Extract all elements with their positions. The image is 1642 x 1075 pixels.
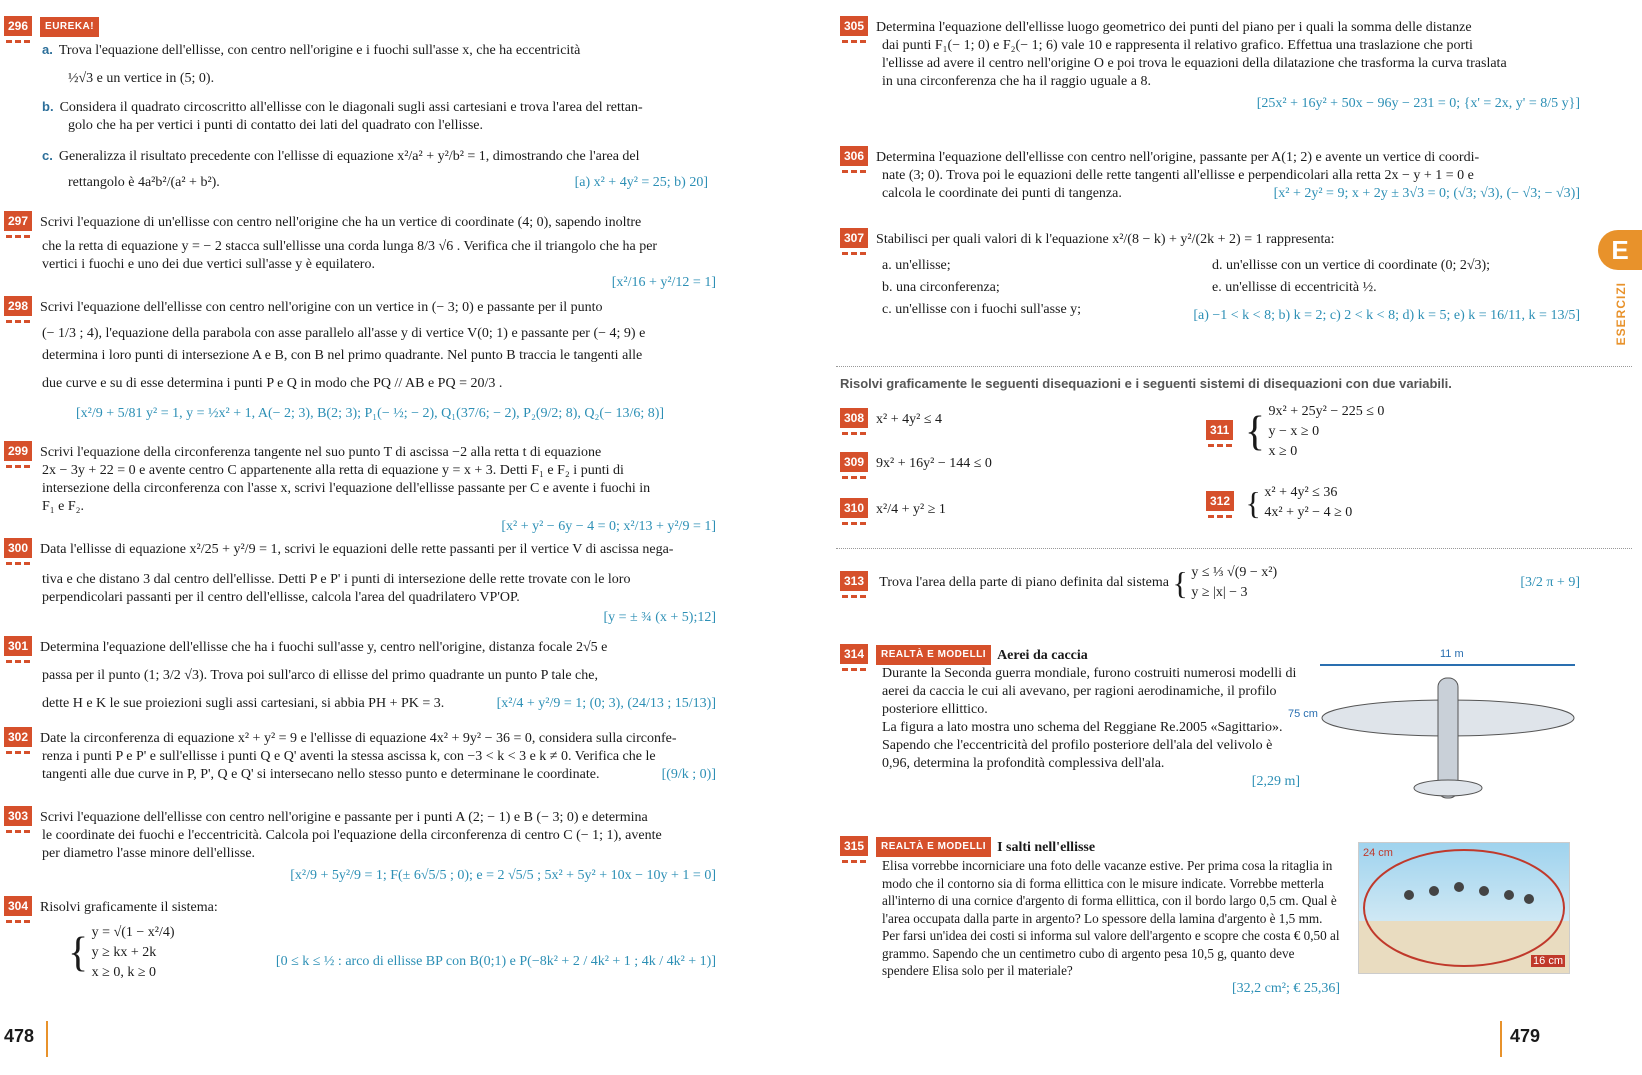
depth-label: 75 cm <box>1288 708 1318 720</box>
page-number: 478 <box>4 1026 35 1046</box>
exercise-297 <box>4 211 716 296</box>
exercise-number: 306 <box>840 146 868 166</box>
exercise-text: dai punti F₁(− 1; 0) e F₂(− 1; 6) vale 10 e rappresenta il relativo grafico. Effettua una traslazione che porti <box>882 38 1473 53</box>
section-tab[interactable]: E <box>1598 230 1642 270</box>
exercise-text: nate (3; 0). Trova poi le equazioni delle rette tangenti all'ellisse e perpendicolari alla retta 2x − y + 1 = 0 e <box>882 168 1474 183</box>
exercise-312 <box>1206 482 1352 524</box>
system-of-inequalities <box>92 923 175 983</box>
exercise-text: (− 1/3 ; 4), l'equazione della parabola con asse parallelo all'asse y di vertice V(0; 1) e passante per (− 4; 9) e <box>42 326 646 341</box>
exercise-302 <box>4 727 716 784</box>
answer: [x²/16 + y²/12 = 1] <box>611 275 716 290</box>
item-text: ½√3 e un vertice in (5; 0). <box>68 71 215 86</box>
answer: [3/2 π + 9] <box>1520 575 1580 590</box>
system-brace: { <box>68 930 89 976</box>
exercise-text: intersezione della circonferenza con l'asse x, scrivi l'equazione dell'ellisse passante per C e avente i fuochi in <box>42 481 651 496</box>
exercise-text: Scrivi l'equazione di un'ellisse con centro nell'origine che ha un vertice di coordinate (4; 0), sapendo inoltre <box>40 215 642 230</box>
item-text: b. una circonferenza; <box>882 280 1000 295</box>
exercise-number: 309 <box>840 452 868 472</box>
system-line: y ≤ ⅓ √(9 − x²) <box>1191 565 1278 580</box>
exercise-text: Data l'ellisse di equazione x²/25 + y²/9 = 1, scrivi le equazioni delle rette passanti per il vertice V di ascissa nega- <box>40 542 674 557</box>
exercise-number: 300 <box>4 538 32 558</box>
answer: [32,2 cm²; € 25,36] <box>1231 980 1340 996</box>
exercise-number: 312 <box>1206 491 1234 511</box>
exercise-text: Trova l'area della parte di piano definita dal sistema <box>879 575 1169 591</box>
wingspan-arrow <box>1320 664 1575 666</box>
exercise-text: l'ellisse ad avere il centro nell'origine O e poi trova le equazioni della dilatazione che trasforma la curva traslata <box>882 56 1507 71</box>
exercise-number: 304 <box>4 896 32 916</box>
exercise-text: calcola le coordinate dei punti di tangenza. <box>882 186 1122 201</box>
exercise-text: tangenti alle due curve in P, P', Q e Q' si intersecano nello stesso punto e determinane le coordinate. <box>42 767 600 782</box>
airplane-figure <box>1288 648 1600 808</box>
item-text: e. un'ellisse di eccentricità ½. <box>1212 280 1377 295</box>
exercise-309 <box>840 452 992 473</box>
answer: [x²/9 + 5/81 y² = 1, y = ½x² + 1, A(− 2; 3), B(2; 3); P₁(− ½; − 2), Q₁(37/6; − 2), P₂(9/2; 8), Q₂(− 13/6; 8)] <box>76 406 665 421</box>
exercise-text: Risolvi graficamente il sistema: <box>40 900 218 915</box>
exercise-text: Determina l'equazione dell'ellisse luogo geometrico dei punti del piano per i quali la somma delle distanze <box>876 20 1472 35</box>
system-brace: { <box>1245 485 1261 521</box>
system-line: y = √(1 − x²/4) <box>91 925 175 940</box>
system-line: 4x² + y² − 4 ≥ 0 <box>1264 505 1353 520</box>
height-label: 16 cm <box>1533 955 1563 967</box>
item-text: golo che ha per vertici i punti di contatto dei lati del quadrato con l'ellisse. <box>68 118 484 133</box>
answer: [x²/9 + 5y²/9 = 1; F(± 6√5/5 ; 0); e = 2 √5/5 ; 5x² + 5y² + 10x − 10y + 1 = 0] <box>290 868 716 883</box>
system-of-inequalities <box>1269 402 1385 462</box>
item-text: a. un'ellisse; <box>882 258 951 273</box>
exercise-text: renza i punti P e P' e sull'ellisse i punti Q e Q' aventi la stessa ascissa k, con −3 < k < 3 e k ≠ 0. Verifica che le <box>42 749 656 764</box>
answer: [25x² + 16y² + 50x − 96y − 231 = 0; {x' = 2x, y' = 8/5 y}] <box>1256 96 1580 111</box>
exercise-text: per diametro l'asse minore dell'ellisse. <box>42 846 256 861</box>
separator <box>836 366 1632 367</box>
inequality: 9x² + 16y² − 144 ≤ 0 <box>876 456 992 471</box>
exercise-306 <box>840 146 1580 203</box>
exercise-text: Stabilisci per quali valori di k l'equazione x²/(8 − k) + y²/(2k + 2) = 1 rappresenta: <box>876 232 1335 247</box>
exercise-number: 314 <box>840 644 868 664</box>
exercise-text: Durante la Seconda guerra mondiale, furono costruiti numerosi modelli di aerei da caccia le cui ali avevano, per ragioni aerodinamiche, il profilo posteriore ellittico. <box>882 666 1297 717</box>
item-label: c. <box>42 148 53 163</box>
airplane-icon <box>1320 670 1580 810</box>
reality-models-tag: REALTÀ E MODELLI <box>876 837 991 857</box>
system-line: x ≥ 0 <box>1268 444 1298 459</box>
exercise-number: 310 <box>840 498 868 518</box>
system-of-inequalities <box>1191 563 1277 603</box>
exercise-text: Scrivi l'equazione della circonferenza tangente nel suo punto T di ascissa −2 alla retta t di equazione <box>40 445 602 460</box>
exercise-299 <box>4 441 716 542</box>
exercise-text: determina i loro punti di intersezione A e B, con B nel primo quadrante. Nel punto B traccia le tangenti alle <box>42 348 643 363</box>
exercise-text: Determina l'equazione dell'ellisse con centro nell'origine, passante per A(1; 2) e avente un vertice di coordi- <box>876 150 1480 165</box>
exercise-308 <box>840 408 942 429</box>
exercise-305 <box>840 16 1580 125</box>
page-number-bar <box>1500 1021 1502 1057</box>
section-label: ESERCIZI <box>1614 282 1628 346</box>
exercise-text: Scrivi l'equazione dell'ellisse con centro nell'origine e passante per i punti A (2; − 1) e B (− 3; 0) e determina <box>40 810 648 825</box>
answer: [a) −1 < k < 8; b) k = 2; c) 2 < k < 8; d) k = 5; e) k = 16/11, k = 13/5] <box>1193 308 1580 323</box>
width-label: 24 cm <box>1363 847 1393 859</box>
answer: [2,29 m] <box>1251 774 1300 789</box>
item-text: Trova l'equazione dell'ellisse, con centro nell'origine e i fuochi sull'asse x, che ha eccentricità <box>58 43 581 58</box>
exercise-number: 301 <box>4 636 32 656</box>
system-line: x ≥ 0, k ≥ 0 <box>91 965 157 980</box>
exercise-text: Scrivi l'equazione dell'ellisse con centro nell'origine con un vertice in (− 3; 0) e passante per il punto <box>40 300 603 315</box>
answer: [y = ± ¾ (x + 5);12] <box>603 610 716 625</box>
exercise-number: 298 <box>4 296 32 316</box>
exercise-314 <box>840 644 1300 791</box>
exercise-number: 313 <box>840 571 868 591</box>
page-number-bar <box>46 1021 48 1057</box>
exercise-text: perpendicolari passanti per il centro dell'ellisse, calcola l'area del quadrilatero VP'OP. <box>42 590 520 605</box>
item-text: c. un'ellisse con i fuochi sull'asse y; <box>882 302 1082 317</box>
answer: [a) x² + 4y² = 25; b) 20] <box>574 175 708 190</box>
right-page <box>830 0 1642 1075</box>
page-number: 479 <box>1510 1026 1541 1046</box>
exercise-315 <box>840 836 1340 998</box>
item-text: rettangolo è 4a²b²/(a² + b²). <box>68 175 220 190</box>
exercise-313 <box>840 562 1580 604</box>
exercise-text: F₁ e F₂. <box>42 499 85 514</box>
item-text: Considera il quadrato circoscritto all'ellisse con le diagonali sugli assi cartesiani e trova l'area del rettan- <box>59 100 643 115</box>
item-text: d. un'ellisse con un vertice di coordinate (0; 2√3); <box>1212 258 1491 273</box>
system-line: x² + 4y² ≤ 36 <box>1264 485 1338 500</box>
exercise-text: che la retta di equazione y = − 2 stacca sull'ellisse una corda lunga 8/3 √6 . Verifica che il triangolo che ha per <box>42 239 658 254</box>
exercise-300 <box>4 538 716 631</box>
system-brace: { <box>1244 409 1266 455</box>
exercise-number: 303 <box>4 806 32 826</box>
exercise-310 <box>840 498 946 519</box>
exercise-text: due curve e su di esse determina i punti P e Q in modo che PQ // AB e PQ = 20/3 . <box>42 376 503 391</box>
exercise-number: 302 <box>4 727 32 747</box>
exercise-number: 307 <box>840 228 868 248</box>
answer: [x² + y² − 6y − 4 = 0; x²/13 + y²/9 = 1] <box>501 519 716 534</box>
exercise-title: I salti nell'ellisse <box>997 840 1096 855</box>
answer: [0 ≤ k ≤ ½ : arco di ellisse BP con B(0;1) e P(−8k² + 2 / 4k² + 1 ; 4k / 4k² + 1)] <box>275 954 716 969</box>
exercise-text: passa per il punto (1; 3/2 √3). Trova poi sull'arco di ellisse del primo quadrante un punto P tale che, <box>42 668 598 683</box>
exercise-307 <box>840 228 1580 327</box>
exercise-number: 299 <box>4 441 32 461</box>
exercise-311 <box>1206 402 1384 462</box>
photo-figure <box>1358 842 1570 974</box>
exercise-304 <box>4 896 716 983</box>
wingspan-label: 11 m <box>1440 648 1464 660</box>
system-line: y ≥ kx + 2k <box>91 945 157 960</box>
section-heading: Risolvi graficamente le seguenti disequazioni e i seguenti sistemi di disequazioni con due variabili. <box>840 376 1452 391</box>
exercise-text: le coordinate dei fuochi e l'eccentricità. Calcola poi l'equazione della circonferenza di centro C (− 1; 1), avente <box>42 828 662 843</box>
exercise-text: vertici i fuochi e uno dei due vertici sull'asse y è equilatero. <box>42 257 375 272</box>
exercise-number: 297 <box>4 211 32 231</box>
eureka-tag: EUREKA! <box>40 17 99 37</box>
item-label: b. <box>42 99 54 114</box>
exercise-text: tiva e che distano 3 dal centro dell'ellisse. Detti P e P' i punti di intersezione delle rette trovate con le loro <box>42 572 631 587</box>
exercise-text: dette H e K le sue proiezioni sugli assi cartesiani, si abbia PH + PK = 3. <box>42 696 445 711</box>
exercise-number: 315 <box>840 836 868 856</box>
exercise-text: Determina l'equazione dell'ellisse che ha i fuochi sull'asse y, centro nell'origine, distanza focale 2√5 e <box>40 640 608 655</box>
exercise-301 <box>4 636 716 713</box>
item-label: a. <box>42 42 53 57</box>
system-line: y − x ≥ 0 <box>1268 424 1320 439</box>
exercise-title: Aerei da caccia <box>997 648 1088 663</box>
exercise-number: 305 <box>840 16 868 36</box>
reality-models-tag: REALTÀ E MODELLI <box>876 645 991 665</box>
exercise-text: 2x − 3y + 22 = 0 e avente centro C appartenente alla retta di equazione y = x + 3. Detti F₁ e F₂ i punti di <box>42 463 624 478</box>
system-line: y ≥ |x| − 3 <box>1191 585 1248 600</box>
system-brace: { <box>1172 565 1188 601</box>
separator <box>836 548 1632 549</box>
system-line: 9x² + 25y² − 225 ≤ 0 <box>1268 404 1385 419</box>
inequality: x² + 4y² ≤ 4 <box>876 412 943 427</box>
ellipse-frame <box>1359 843 1569 973</box>
exercise-number: 308 <box>840 408 868 428</box>
exercise-296 <box>4 16 824 192</box>
exercise-text: La figura a lato mostra uno schema del Reggiane Re.2005 «Sagittario». Sapendo che l'eccentricità del profilo posteriore dell'ala del velivolo è 0,96, determina la profondità complessiva dell'ala. <box>882 720 1283 771</box>
answer: [(9/k ; 0)] <box>661 767 716 782</box>
answer: [x² + 2y² = 9; x + 2y ± 3√3 = 0; (√3; √3), (− √3; − √3)] <box>1273 186 1580 201</box>
exercise-text: Elisa vorrebbe incorniciare una foto delle vacanze estive. Per prima cosa la ritaglia in modo che il contorno sia di forma ellittica con le misure indicate. Vorrebbe metterla all'interno di una cornice d'argento di forma ellittica, con il bordo largo 0,5 cm. Qual è l'area occupata dalla parte in argento? Lo spessore della lamina d'argento è 1,5 mm. Per farsi un'idea dei costi si informa sul valore dell'argento e scopre che costa € 0,50 al grammo. Sapendo che un centimetro cubo di argento pesa 10,5 g, quanto deve spendere Elisa solo per il materiale? <box>882 858 1340 978</box>
exercise-number: 296 <box>4 16 32 36</box>
exercise-number: 311 <box>1206 420 1233 440</box>
exercise-303 <box>4 806 716 891</box>
answer: [x²/4 + y²/9 = 1; (0; 3), (24/13 ; 15/13)] <box>496 696 716 711</box>
system-of-inequalities <box>1264 483 1352 523</box>
inequality: x²/4 + y² ≥ 1 <box>876 502 946 517</box>
exercise-298 <box>4 296 716 423</box>
exercise-text: Date la circonferenza di equazione x² + y² = 9 e l'ellisse di equazione 4x² + 9y² − 36 = 0, considera sulla circonfe- <box>40 731 677 746</box>
item-text: Generalizza il risultato precedente con l'ellisse di equazione x²/a² + y²/b² = 1, dimostrando che l'area del <box>58 149 640 164</box>
exercise-text: in una circonferenza che ha il raggio uguale a 8. <box>882 74 1151 89</box>
